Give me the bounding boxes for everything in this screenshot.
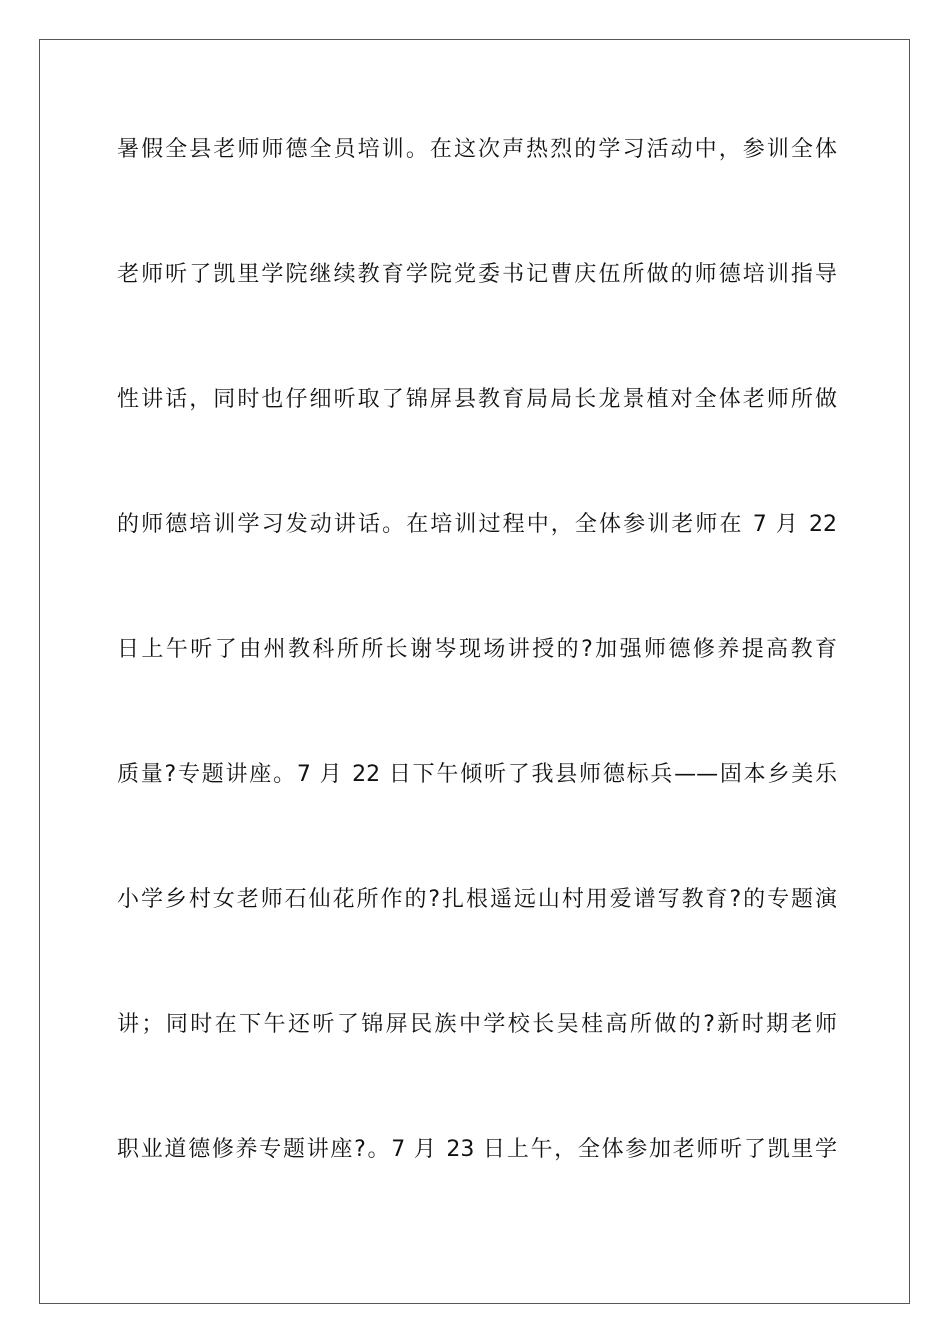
text-line: 的师德培训学习发动讲话。在培训过程中，全体参训老师在 7 月 22	[117, 512, 837, 537]
text-line: 讲；同时在下午还听了锦屏民族中学校长吴桂高所做的?新时期老师	[117, 1012, 837, 1037]
text-line: 小学乡村女老师石仙花所作的?扎根遥远山村用爱谱写教育?的专题演	[117, 887, 837, 912]
text-line: 日上午听了由州教科所所长谢岑现场讲授的?加强师德修养提高教育	[117, 637, 837, 662]
text-line: 性讲话，同时也仔细听取了锦屏县教育局局长龙景植对全体老师所做	[117, 387, 837, 412]
text-line: 质量?专题讲座。7 月 22 日下午倾听了我县师德标兵——固本乡美乐	[117, 762, 837, 787]
text-line: 老师听了凯里学院继续教育学院党委书记曹庆伍所做的师德培训指导	[117, 262, 837, 287]
text-line: 职业道德修养专题讲座?。7 月 23 日上午，全体参加老师听了凯里学	[117, 1137, 837, 1162]
text-line: 暑假全县老师师德全员培训。在这次声热烈的学习活动中，参训全体	[117, 137, 837, 162]
page-border	[39, 39, 910, 1304]
